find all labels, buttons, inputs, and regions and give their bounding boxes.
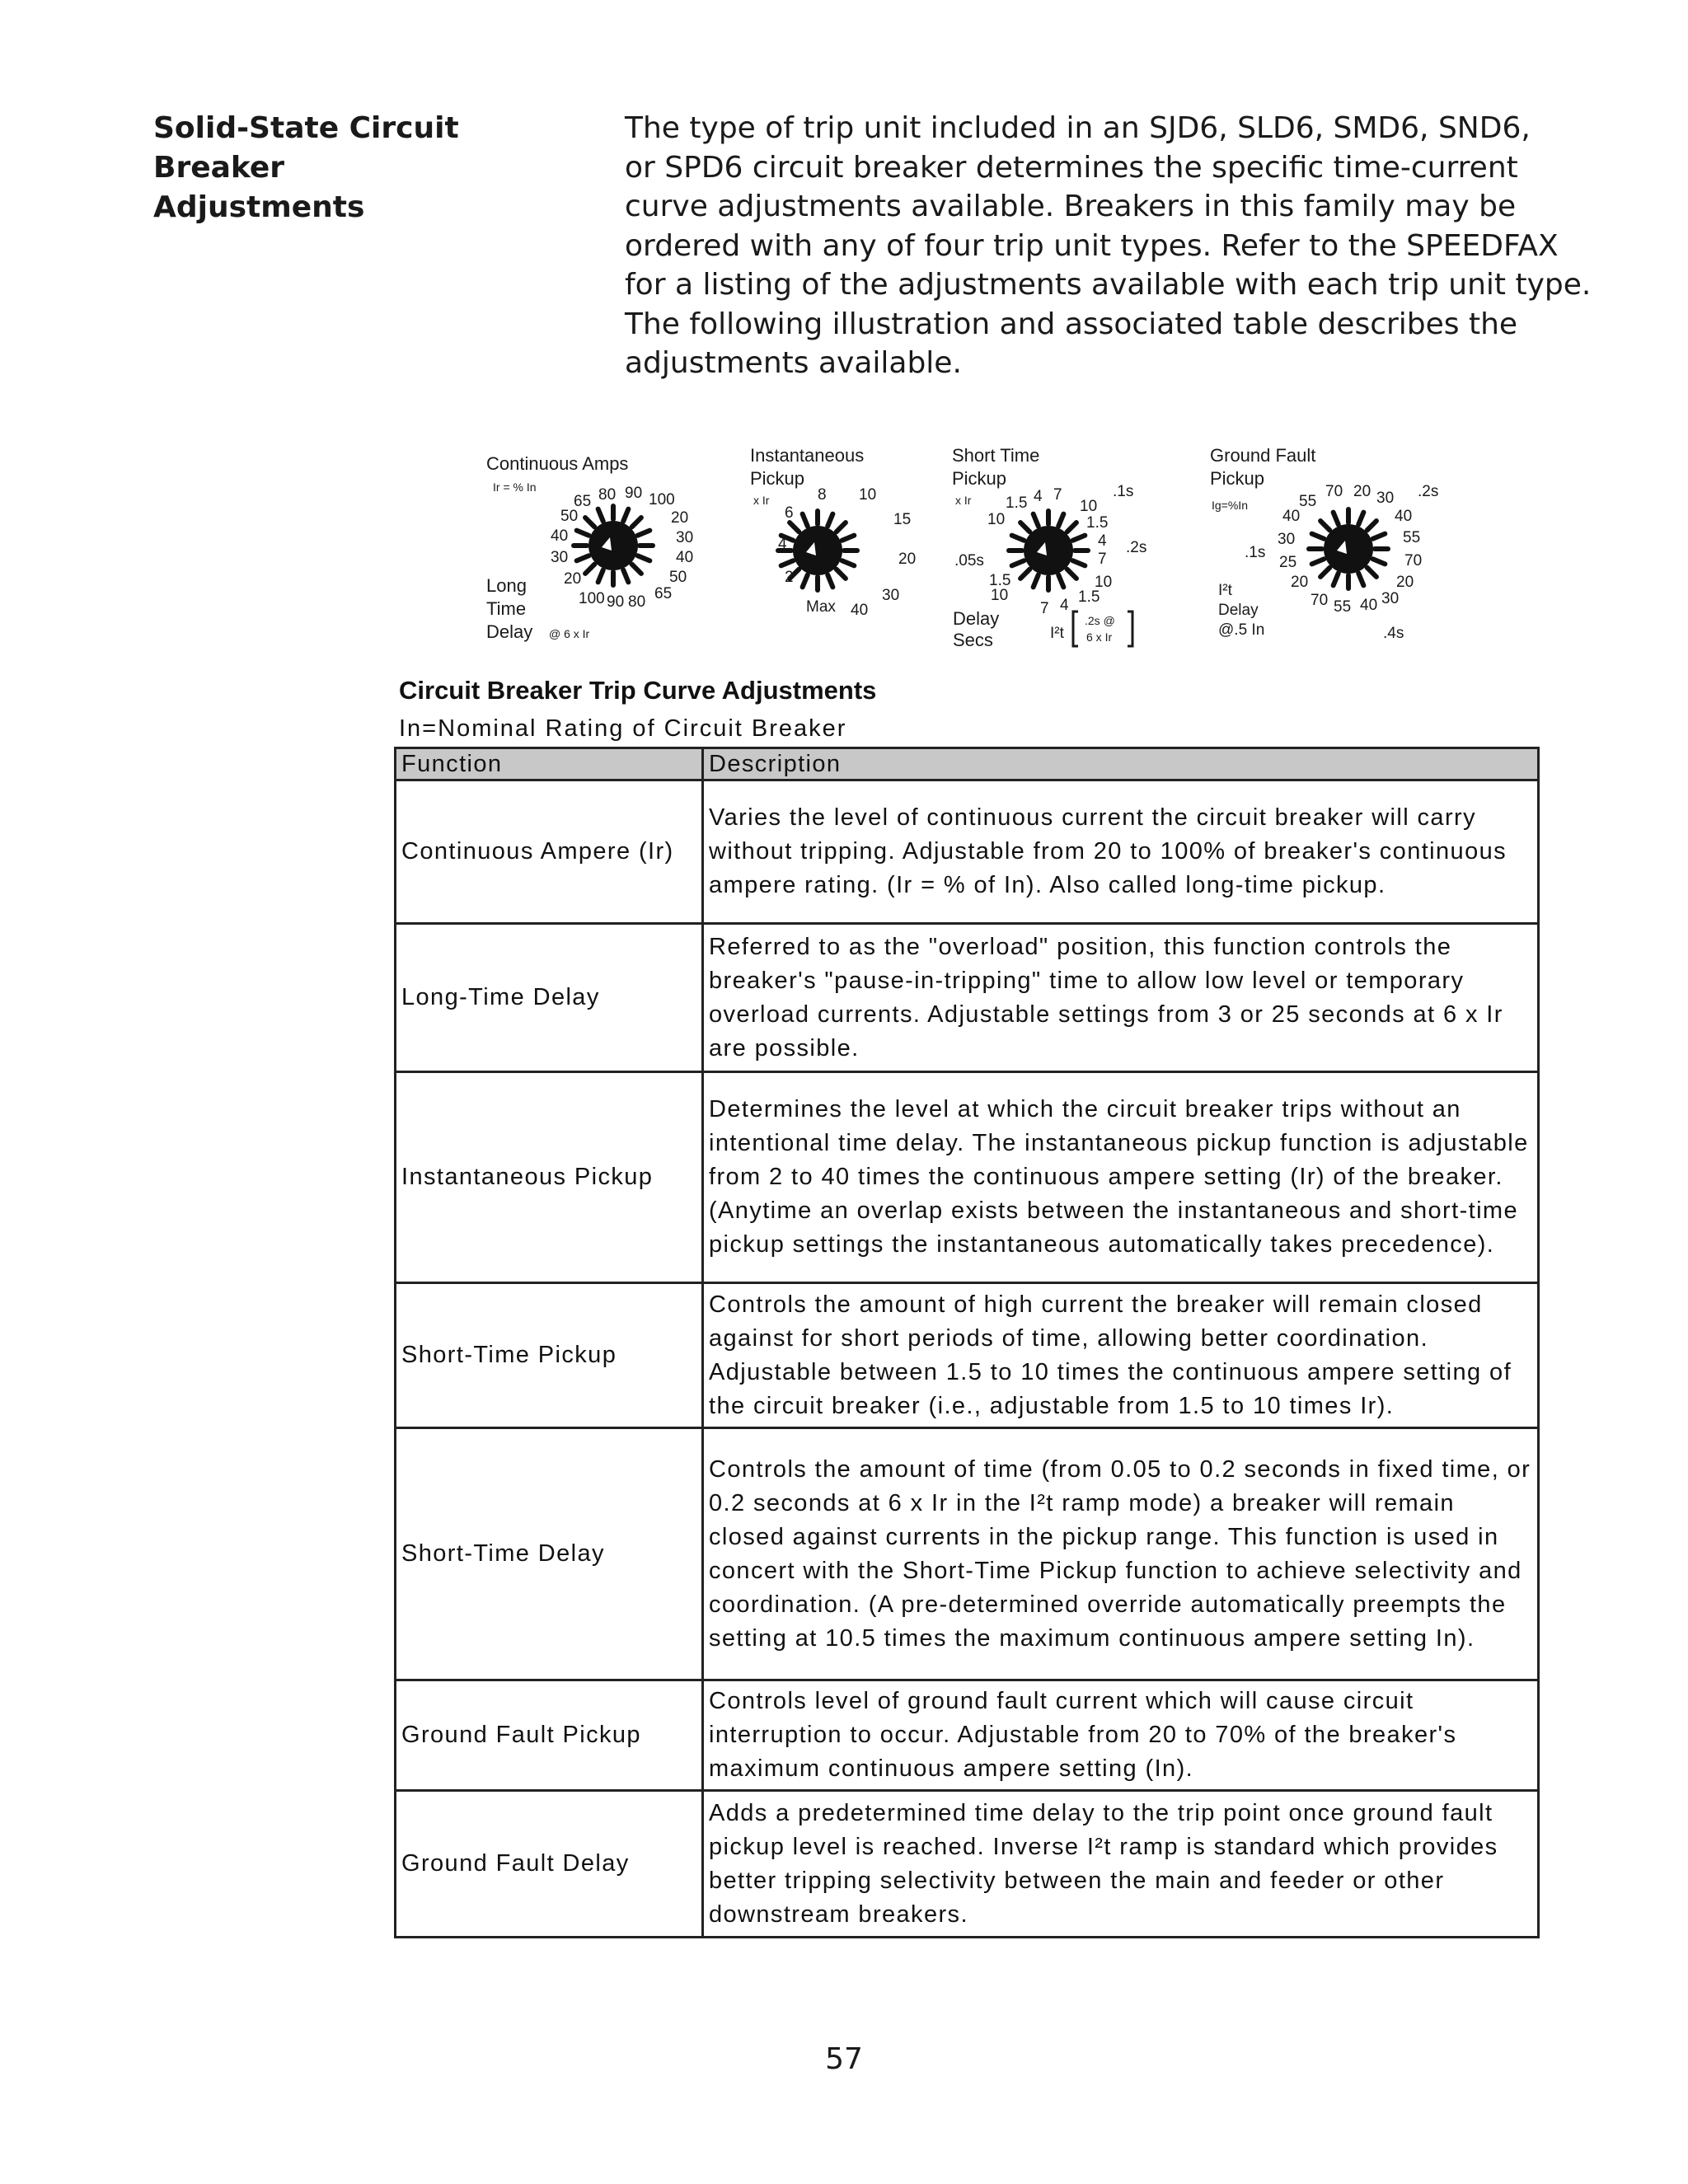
knob-spoke — [1012, 560, 1025, 565]
dial-tick: 40 — [551, 527, 569, 545]
dial-tick: 40 — [1360, 597, 1378, 614]
description-cell: Determines the level at which the circuit breaker trips without an intentional time delay. The instantaneous pickup function is adjustable from 2 to 40 times the continuous ampere setting (Ir) of the breaker. (Anytime an overlap exists between the instantaneous and short-time pickup settings the instantaneous automatically takes precedence). — [703, 1072, 1539, 1283]
knob-spoke — [803, 575, 808, 588]
dial-tick: 40 — [676, 549, 694, 566]
dial-tick: 30 — [551, 549, 569, 566]
dial-tick: 20 — [671, 509, 689, 527]
intro-paragraph — [625, 109, 1592, 383]
table-row — [396, 1680, 1539, 1791]
table-header-description: Description — [703, 748, 1539, 780]
ground-fault-knob — [1309, 509, 1388, 588]
knob-spoke — [781, 560, 794, 565]
table-row — [396, 1072, 1539, 1283]
continuous-amps-dial — [486, 453, 693, 642]
knob-spoke — [1020, 569, 1029, 579]
dial-tick: 7 — [1053, 486, 1062, 504]
dial-tick: .1s — [1245, 544, 1266, 561]
knob-spoke — [1367, 568, 1376, 577]
section-heading-line1: Solid-State Circuit Breaker — [153, 111, 459, 185]
knob-body — [1024, 526, 1073, 575]
dial-tick: 55 — [1403, 529, 1421, 546]
dial-tick: 100 — [579, 590, 605, 607]
dial-tick: 8 — [818, 486, 827, 504]
description-cell: Controls the amount of time (from 0.05 to 0.2 seconds in fixed time, or 0.2 seconds at 6 x Ir in the I²t ramp mode) a breaker will remain closed against currents in the pickup range. This function is used in concert with the Short-Time Pickup function to achieve selectivity and coordination. (A pre-determined override automatically preempts the setting at 10.5 times the maximum continuous ampere setting In). — [703, 1428, 1539, 1680]
knob-spoke — [1312, 559, 1325, 564]
dial-tick: 30 — [1376, 490, 1395, 507]
table-row — [396, 1791, 1539, 1938]
instantaneous-title2: Pickup — [750, 468, 805, 489]
short-time-title: Short Time — [952, 445, 1040, 466]
gf-delay-label: Delay — [1218, 602, 1259, 619]
dial-tick: 10 — [987, 511, 1006, 528]
long-time-delay-label: Time — [486, 598, 527, 619]
instantaneous-title: Instantaneous — [750, 445, 865, 466]
knob-spoke — [623, 509, 628, 522]
intro-line: or SPD6 circuit breaker determines the specific time-current — [625, 150, 1518, 185]
description-cell: Varies the level of continuous current the circuit breaker will carry without tripping. Adjustable from 20 to 100% of breaker's continuous ampere rating. (Ir = % of In). Also called long-time pickup. — [703, 780, 1539, 924]
knob-spoke — [1020, 523, 1029, 532]
dial-tick: 4 — [1060, 597, 1069, 614]
ground-fault-title: Ground Fault — [1210, 445, 1316, 466]
dial-tick: 70 — [1404, 552, 1423, 569]
table-row — [396, 924, 1539, 1072]
table-row — [396, 1428, 1539, 1680]
ground-fault-title2: Pickup — [1210, 468, 1265, 489]
dial-tick: 80 — [598, 486, 617, 504]
continuous-amps-knob — [574, 506, 653, 585]
description-cell: Controls level of ground fault current which will cause circuit interruption to occur. Adjustable from 20 to 70% of the breaker's maximum continuous ampere setting (In). — [703, 1680, 1539, 1791]
knob-spoke — [1373, 559, 1386, 564]
function-cell: Long-Time Delay — [396, 924, 703, 1072]
gf-delay-label: I²t — [1218, 582, 1232, 599]
dial-tick: 40 — [1395, 508, 1413, 525]
dial-tick: 2 — [785, 569, 794, 586]
knob-spoke — [1320, 521, 1329, 530]
dial-tick: 30 — [1278, 531, 1296, 548]
dial-tick: 70 — [1311, 592, 1329, 609]
dial-tick: 25 — [1279, 554, 1297, 571]
dial-tick: 7 — [1098, 551, 1107, 568]
knob-spoke — [638, 531, 650, 536]
dial-tick: 50 — [560, 508, 579, 525]
dial-tick: 10 — [1080, 498, 1098, 515]
knob-spoke — [585, 565, 594, 574]
dial-tick: Max — [806, 598, 836, 616]
knob-spoke — [790, 523, 799, 532]
dial-tick: .05s — [954, 552, 984, 569]
dial-tick: 20 — [1396, 574, 1414, 591]
dial-tick: 20 — [564, 570, 582, 588]
knob-spoke — [1367, 521, 1376, 530]
dial-tick: 40 — [851, 602, 869, 619]
dial-tick: 50 — [669, 569, 687, 586]
knob-spoke — [1320, 568, 1329, 577]
table-header-function: Function — [396, 748, 703, 780]
knob-body — [793, 526, 842, 575]
instantaneous-pickup-dial — [750, 445, 916, 619]
dial-tick: 65 — [574, 493, 592, 510]
intro-line: adjustments available. — [625, 346, 962, 380]
dial-tick: 40 — [1282, 508, 1301, 525]
table-title: Circuit Breaker Trip Curve Adjustments — [399, 676, 877, 705]
knob-spoke — [1073, 536, 1085, 541]
knob-spoke — [828, 575, 832, 588]
dial-tick: .4s — [1383, 625, 1404, 642]
knob-spoke — [598, 570, 603, 583]
long-time-delay-note: @ 6 x Ir — [549, 627, 590, 640]
page-number: 57 — [825, 2042, 863, 2076]
long-time-delay-label: Long — [486, 575, 527, 596]
dial-tick: 15 — [893, 511, 912, 528]
table-row — [396, 1283, 1539, 1428]
knob-spoke — [1334, 574, 1339, 586]
knob-spoke — [1067, 569, 1076, 579]
function-cell: Ground Fault Pickup — [396, 1680, 703, 1791]
ground-fault-subtitle: Ig=%In — [1212, 499, 1248, 512]
intro-line: curve adjustments available. Breakers in this family may be — [625, 190, 1517, 223]
intro-line: The following illustration and associated table describes the — [625, 307, 1518, 341]
dial-tick: 1.5 — [1086, 514, 1109, 532]
knob-spoke — [1073, 560, 1085, 565]
dial-tick: 1.5 — [1006, 494, 1028, 512]
description-cell: Controls the amount of high current the breaker will remain closed against for short periods of time, allowing better coordination. Adjustable between 1.5 to 10 times the continuous ampere setting of the circuit breaker (i.e., adjustable from 1.5 to 10 times Ir). — [703, 1283, 1539, 1428]
function-cell: Short-Time Pickup — [396, 1283, 703, 1428]
short-time-subtitle: x Ir — [955, 494, 972, 507]
function-cell: Continuous Ampere (Ir) — [396, 780, 703, 924]
knob-spoke — [1358, 574, 1363, 586]
dial-tick: 30 — [882, 587, 900, 604]
short-time-delay-label: Delay — [953, 608, 1000, 629]
knob-spoke — [577, 555, 589, 560]
short-time-knob — [1009, 511, 1088, 590]
knob-spoke — [842, 536, 855, 541]
dial-tick: 6 — [785, 504, 794, 522]
dial-tick: .1s — [1113, 483, 1134, 500]
dial-tick: 30 — [1381, 590, 1400, 607]
table-note: In=Nominal Rating of Circuit Breaker — [399, 715, 847, 742]
knob-spoke — [1058, 514, 1063, 527]
dial-tick: 100 — [649, 491, 675, 509]
function-cell: Instantaneous Pickup — [396, 1072, 703, 1283]
dial-tick: 4 — [1034, 488, 1043, 505]
dial-tick: 20 — [1353, 483, 1372, 500]
knob-spoke — [837, 569, 846, 579]
knob-spoke — [1373, 534, 1386, 539]
knob-spoke — [1012, 536, 1025, 541]
dial-tick: .2s — [1418, 483, 1439, 500]
intro-line: for a listing of the adjustments available with each trip unit type. — [625, 268, 1592, 302]
short-time-dial — [952, 445, 1146, 650]
dial-tick: 30 — [676, 529, 694, 546]
knob-spoke — [842, 560, 855, 565]
section-heading-line2: Adjustments — [153, 190, 365, 224]
knob-spoke — [828, 514, 832, 527]
i2t-label: I²t — [1050, 625, 1064, 642]
ground-fault-dial — [1210, 445, 1438, 642]
function-cell: Short-Time Delay — [396, 1428, 703, 1680]
knob-spoke — [1334, 513, 1339, 525]
instantaneous-subtitle: x Ir — [753, 494, 770, 507]
dial-tick: 10 — [859, 486, 877, 504]
knob-spoke — [1067, 523, 1076, 532]
continuous-amps-subtitle: Ir = % In — [493, 480, 537, 494]
trip-curve-adjustments-table — [394, 747, 1540, 1938]
knob-spoke — [1358, 513, 1363, 525]
dial-tick: 90 — [607, 593, 625, 611]
dial-tick: 55 — [1334, 598, 1352, 616]
dial-tick: 65 — [654, 585, 673, 602]
trip-unit-dials-illustration — [478, 445, 1550, 659]
knob-spoke — [1034, 514, 1039, 527]
knob-spoke — [577, 531, 589, 536]
table-row — [396, 780, 1539, 924]
ramp-note: 6 x Ir — [1086, 630, 1113, 644]
dial-tick: 1.5 — [1078, 588, 1100, 606]
dial-tick: 1.5 — [989, 572, 1011, 589]
intro-line: ordered with any of four trip unit types. Refer to the SPEEDFAX — [625, 228, 1559, 263]
knob-spoke — [585, 518, 594, 527]
section-heading — [153, 109, 582, 227]
dial-tick: 20 — [898, 551, 917, 568]
dial-tick: 10 — [1095, 574, 1113, 591]
description-cell: Adds a predetermined time delay to the trip point once ground fault pickup level is reached. Inverse I²t ramp is standard which provides better tripping selectivity between the main and feeder or other downstream breakers. — [703, 1791, 1539, 1938]
knob-body — [1324, 524, 1373, 574]
gf-delay-label: @.5 In — [1218, 621, 1265, 639]
dial-tick: .2s — [1126, 539, 1147, 556]
intro-line: The type of trip unit included in an SJD6, SLD6, SMD6, SND6, — [625, 111, 1531, 145]
dial-tick: 4 — [778, 536, 787, 553]
dial-tick: 70 — [1325, 483, 1343, 500]
function-cell: Ground Fault Delay — [396, 1791, 703, 1938]
knob-spoke — [1058, 575, 1063, 588]
short-time-title2: Pickup — [952, 468, 1007, 489]
dial-tick: 80 — [628, 593, 646, 611]
description-cell: Referred to as the "overload" position, this function controls the breaker's "pause-in-tripping" time to allow low level or temporary overload currents. Adjustable settings from 3 or 25 seconds at 6 x Ir are possible. — [703, 924, 1539, 1072]
knob-spoke — [1312, 534, 1325, 539]
ramp-note: .2s @ — [1085, 614, 1115, 627]
knob-spoke — [638, 555, 650, 560]
knob-spoke — [632, 565, 641, 574]
continuous-amps-title: Continuous Amps — [486, 453, 629, 474]
knob-spoke — [598, 509, 603, 522]
knob-body — [588, 521, 638, 570]
dial-tick: 90 — [625, 485, 643, 502]
knob-spoke — [1034, 575, 1039, 588]
dial-tick: 7 — [1040, 600, 1049, 617]
dial-tick: 20 — [1291, 574, 1309, 591]
long-time-delay-label: Delay — [486, 621, 533, 642]
table-header-row — [396, 748, 1539, 780]
dial-tick: 4 — [1098, 532, 1107, 550]
short-time-delay-label: Secs — [953, 630, 993, 650]
knob-spoke — [837, 523, 846, 532]
knob-spoke — [632, 518, 641, 527]
dial-tick: 55 — [1299, 493, 1317, 510]
knob-spoke — [803, 514, 808, 527]
knob-spoke — [623, 570, 628, 583]
dial-tick: 10 — [991, 587, 1009, 604]
